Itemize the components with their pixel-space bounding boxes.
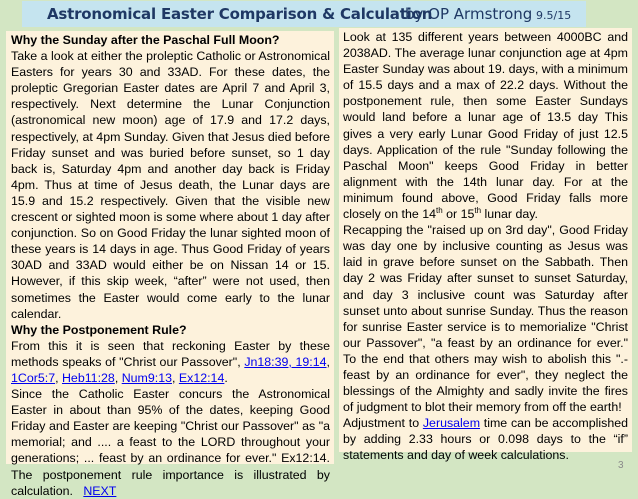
next-link[interactable]: NEXT: [83, 483, 117, 498]
catholic-easter-text: Since the Catholic Easter concurs the Astronomical Easter in about than 95% of the dates, keeping Good Friday and Easter are keeping "Christ our Passover" as "a memorial; and .... a feast to the LORD throughout your generations; ... feast by an ordinance for ever." Ex12:14. The postponement rule importance is illustrated by calculation.: [11, 387, 330, 498]
adjustment-text-end: time can be accomplished by adding 2.33 hours or 0.098 days to the “if” statements and day of week calculations.: [343, 416, 629, 463]
link-1cor5-7[interactable]: 1Cor5:7: [11, 370, 56, 385]
superscript-th: th: [474, 205, 482, 215]
scripture-intro-text: From this it is seen that reckoning Easter by these methods speaks of "Christ our Passover",: [11, 338, 330, 369]
separator: ,: [326, 354, 330, 369]
link-ex12-14[interactable]: Ex12:14: [178, 370, 225, 385]
link-jerusalem[interactable]: Jerusalem: [422, 416, 481, 431]
lunar-age-text: Look at 135 different years between 4000BC and 2038AD. The average lunar conjunction age at 4pm Easter Sunday was about 19. days, with a minimum of 15.5 days and a max of 22.2 days. Without the postponement rule, then some Easter Sundays would land before a lunar age of 13.5 day This gives a very early Lunar Good Friday of just 12.5 days. Application of the rule "Sunday following the Paschal Moon" keeps Good Friday in better alignment with the 14th lunar day. For at the minimum found above, Good Friday falls more closely on the 14: [343, 30, 628, 222]
heading-paschal-full-moon: Why the Sunday after the Paschal Full Moon?: [11, 33, 280, 47]
right-text-panel: [339, 28, 632, 463]
paragraph-catholic-easter: [11, 386, 330, 499]
adjustment-text: Adjustment to: [343, 416, 423, 431]
paragraph-lunar-age-study: [343, 29, 628, 222]
author-label: by OP Armstrong: [405, 5, 533, 23]
date-label: 9.5/15: [536, 9, 572, 22]
separator: ,: [114, 370, 122, 385]
left-text-panel: [6, 31, 334, 498]
paragraph-scripture-references: [11, 338, 330, 386]
period: .: [224, 370, 228, 385]
lunar-age-text-end: lunar day.: [481, 207, 538, 222]
paragraph-jerusalem-adjustment: [343, 415, 628, 463]
heading-postponement-rule: Why the Postponement Rule?: [11, 322, 187, 337]
paragraph-paschal-explanation: Take a look at either the proleptic Catholic or Astronomical Easters for years 30 and 33AD. For these dates, the proleptic Gregorian Easter dates are April 7 and April 3, respectively. Next determine the Lunar Conjunction (astronomical new moon) age of 17.9 and 17.2 days, respectively, at 4pm Sunday. Given that Jesus died before Friday sunset and was buried before sunset, so 1 day back is, Saturday 4pm and another day back is Friday 4pm. Thus at time of Jesus death, the Lunar days are 15.9 and 15.2 respectively. Given that the visible new crescent or sighted moon is some where about 1 day after conjunction. So on Good Friday the lunar sighted moon of these years is 14 days in age. Thus Good Friday of years 30AD and 33AD would either be on Nissan 14 or 15. However, if this skip week, “after” were not used, then sometimes the Easter would come early to the lunar calendar.: [11, 49, 330, 321]
link-jn18-39[interactable]: Jn18:39, 19:14: [244, 354, 327, 369]
lunar-age-text-cont: or 15: [442, 207, 475, 222]
separator: ,: [55, 370, 62, 385]
separator: ,: [171, 370, 179, 385]
paragraph-third-day-recap: Recapping the "raised up on 3rd day", Good Friday was day one by inclusive counting as Jesus was laid in grave before sunset on the Sabbath. Then day 2 was Friday after sunset to sunset Saturday, and day 3 inclusive count was Saturday after sunset unto about sunrise Sunday. Thus the reason for sunrise Easter service is to memorialize "Christ our Passover", "a feast by an ordinance for ever." To the end that others may wish to abolish this ".- feast by an ordinance for ever", they neglect the blessings of the Almighty and sadly invite the fires of judgment to blot their memory from off the earth!: [343, 223, 628, 415]
page-number: 3: [618, 460, 624, 471]
slide-title: Astronomical Easter Comparison & Calculation: [47, 5, 433, 23]
link-heb11-28[interactable]: Heb11:28: [61, 370, 115, 385]
superscript-th: th: [436, 205, 443, 215]
link-num9-13[interactable]: Num9:13: [121, 370, 172, 385]
